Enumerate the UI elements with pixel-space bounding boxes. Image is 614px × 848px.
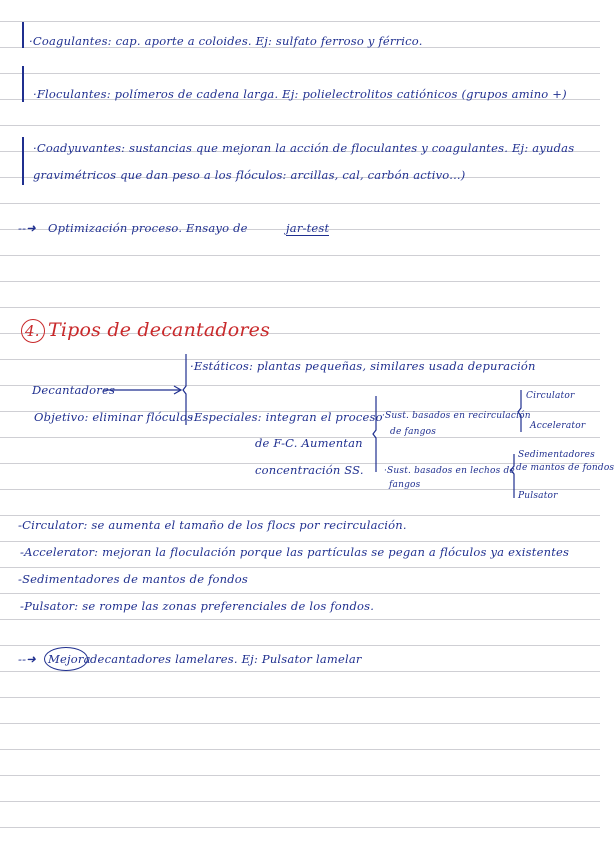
definition-sedimentadores: -Sedimentadores de mantos de fondos	[18, 572, 249, 586]
definition-accelerator: -Accelerator: mejoran la floculación porque las partículas se pegan a flóculos ya existentes	[20, 545, 570, 559]
diagram-sust-recirc-line2: de fangos	[390, 427, 437, 437]
diagram-sust-lechos-line2: fangos	[389, 480, 421, 490]
section-title: Tipos de decantadores	[48, 319, 271, 341]
mejora-label: Mejora	[48, 652, 91, 666]
note-coadyuvantes-line2: gravimétricos que dan peso a los flóculos: arcillas, cal, carbón activo...)	[33, 168, 466, 182]
arrow-mejora: --➜	[18, 652, 37, 666]
diagram-sust-recirc-line1: ·Sust. basados en recirculación	[382, 411, 531, 421]
diagram-sedimentadores-line1: Sedimentadores	[518, 450, 595, 460]
diagram-especiales-line3: concentración SS.	[255, 463, 364, 477]
note-coagulantes: ·Coagulantes: cap. aporte a coloides. Ej: sulfato ferroso y férrico.	[29, 34, 423, 48]
diagram-sedimentadores-line2: de mantos de fondos	[516, 463, 614, 473]
note-floculantes: ·Floculantes: polímeros de cadena larga. Ej: polielectrolitos catiónicos (grupos amino +)	[33, 87, 567, 101]
diagram-objective: Objetivo: eliminar flóculos	[34, 410, 194, 424]
note-coadyuvantes-line1: ·Coadyuvantes: sustancias que mejoran la acción de floculantes y coagulantes. Ej: ayudas	[33, 141, 575, 155]
diagram-especiales-line2: de F-C. Aumentan	[255, 436, 363, 450]
mejora-text: decantadores lamelares. Ej: Pulsator lamelar	[90, 652, 362, 666]
definition-circulator: -Circulator: se aumenta el tamaño de los flocs por recirculación.	[18, 518, 407, 532]
diagram-root: Decantadores	[32, 383, 116, 397]
arrow-optimizacion: --➜	[18, 221, 37, 235]
diagram-estaticos: ·Estáticos: plantas pequeñas, similares usada depuración	[190, 359, 536, 373]
note-optimizacion: Optimización proceso. Ensayo de	[48, 221, 248, 235]
diagram-especiales-line1: ·Especiales: integran el proceso	[190, 410, 383, 424]
note-jar-test: jar-test	[286, 221, 330, 235]
definition-pulsator: -Pulsator: se rompe las zonas preferenciales de los fondos.	[20, 599, 375, 613]
diagram-pulsator: Pulsator	[518, 491, 558, 501]
section-number: 4.	[25, 322, 40, 340]
diagram-sust-lechos-line1: ·Sust. basados en lechos de	[384, 466, 515, 476]
diagram-accelerator: Accelerator	[530, 421, 586, 431]
diagram-circulator: Circulator	[526, 391, 575, 401]
